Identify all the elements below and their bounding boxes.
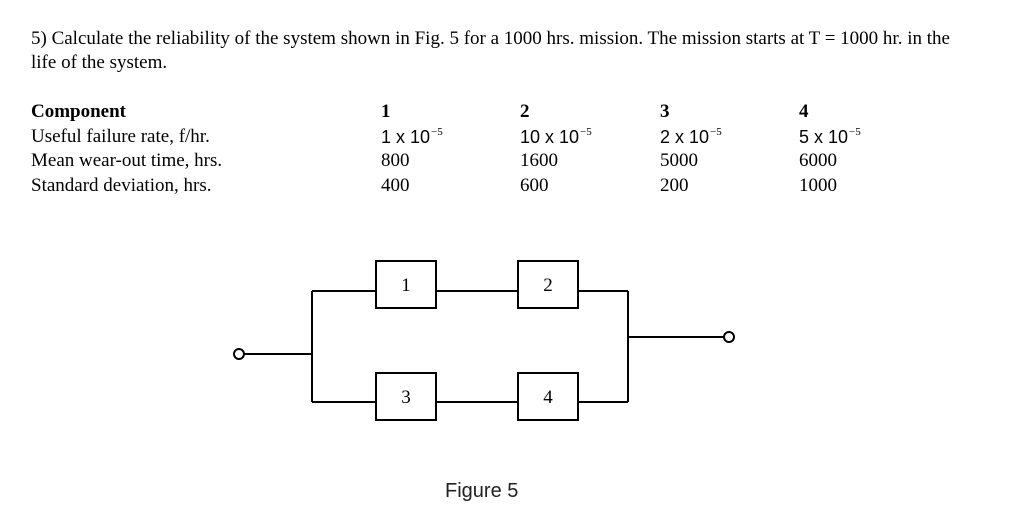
std-dev-4: 1000 (799, 174, 837, 196)
header-component-4: 4 (799, 101, 809, 122)
std-dev-1: 400 (381, 174, 410, 196)
std-dev-3: 200 (660, 174, 689, 196)
input-terminal (234, 349, 244, 359)
component-block-1-label: 1 (401, 275, 411, 296)
component-block-2-label: 2 (543, 275, 553, 296)
header-component-2: 2 (520, 101, 530, 122)
wearout-3: 5000 (660, 150, 698, 171)
component-block-3-label: 3 (401, 387, 411, 408)
failure-rate-3-exp: −5 (710, 125, 722, 138)
header-component: Component (31, 101, 127, 122)
wearout-label: Mean wear-out time, hrs. (31, 150, 223, 171)
header-component-1: 1 (381, 101, 391, 122)
failure-rate-2-base: 10 x 10 (520, 126, 580, 147)
wearout-1: 800 (381, 150, 410, 171)
question-text: 5) Calculate the reliability of the system shown in Fig. 5 for a 1000 hrs. mission. The mission starts at T = 1000 hr. in the life of the system. (31, 28, 950, 73)
figure-caption: Figure 5 (445, 480, 519, 502)
failure-rate-2-exp: −5 (580, 125, 592, 138)
failure-rate-3-base: 2 x 10 (660, 126, 710, 147)
failure-rate-1-exp: −5 (431, 125, 443, 138)
failure-rate-label: Useful failure rate, f/hr. (31, 125, 210, 147)
header-component-3: 3 (660, 101, 670, 122)
component-block-4-label: 4 (543, 387, 553, 408)
wearout-4: 6000 (799, 150, 837, 171)
std-dev-label: Standard deviation, hrs. (31, 174, 212, 196)
failure-rate-4-exp: −5 (849, 125, 861, 138)
std-dev-2: 600 (520, 174, 549, 196)
output-terminal (724, 332, 734, 342)
wearout-2: 1600 (520, 150, 558, 171)
failure-rate-4-base: 5 x 10 (799, 126, 849, 147)
failure-rate-1-base: 1 x 10 (381, 126, 431, 147)
